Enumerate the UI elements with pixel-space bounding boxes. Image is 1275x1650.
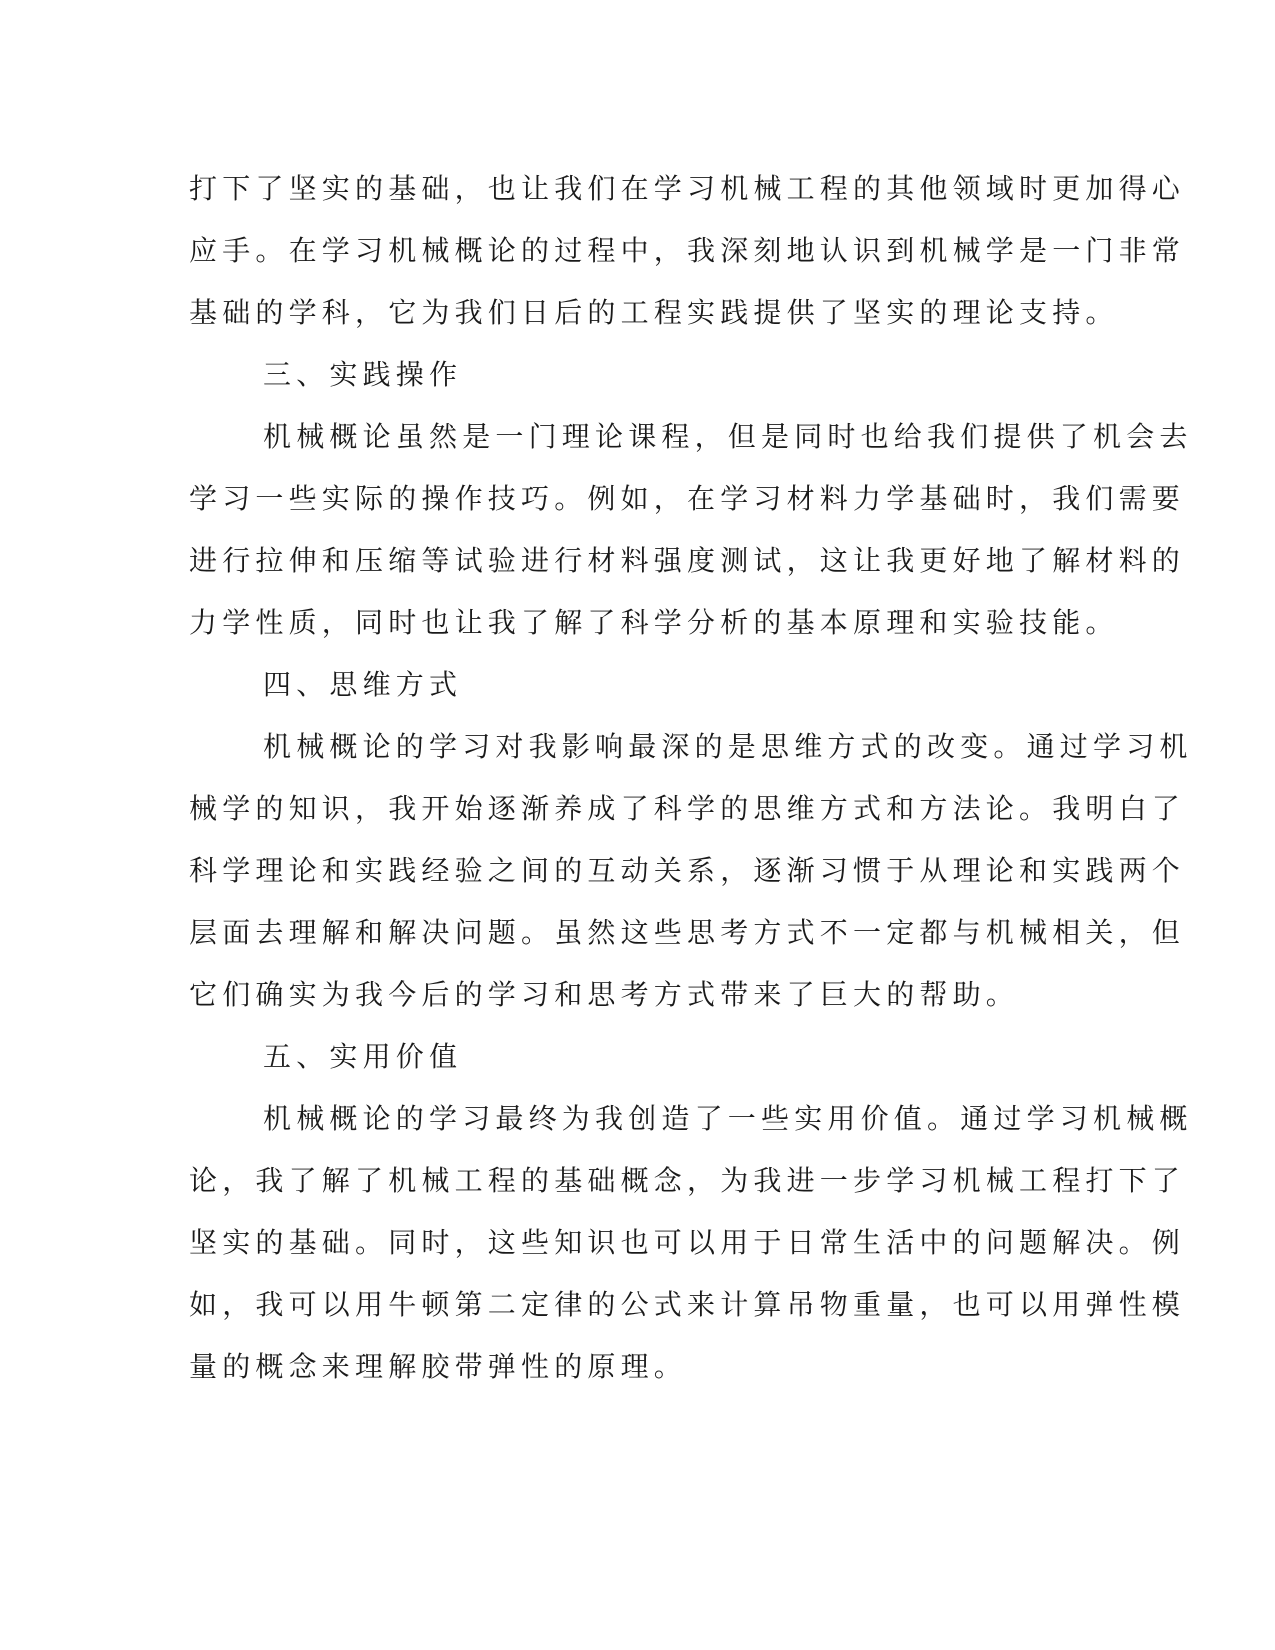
text-line: 打下了坚实的基础，也让我们在学习机械工程的其他领域时更加得心 [189,172,1186,205]
text-line: 如，我可以用牛顿第二定律的公式来计算吊物重量，也可以用弹性模 [189,1288,1186,1321]
document-body [189,158,1193,1398]
text-line: 进行拉伸和压缩等试验进行材料强度测试，这让我更好地了解材料的 [189,544,1186,577]
text-line: 力学性质，同时也让我了解了科学分析的基本原理和实验技能。 [189,606,1119,639]
text-line: 基础的学科，它为我们日后的工程实践提供了坚实的理论支持。 [189,296,1119,329]
section-heading-value: 五、实用价值 [263,1040,463,1073]
text-line: 坚实的基础。同时，这些知识也可以用于日常生活中的问题解决。例 [189,1226,1186,1259]
text-line: 机械概论的学习最终为我创造了一些实用价值。通过学习机械概 [263,1102,1193,1135]
text-line: 它们确实为我今后的学习和思考方式带来了巨大的帮助。 [189,978,1020,1011]
text-line: 层面去理解和解决问题。虽然这些思考方式不一定都与机械相关，但 [189,916,1186,949]
text-line: 科学理论和实践经验之间的互动关系，逐渐习惯于从理论和实践两个 [189,854,1186,887]
text-line: 应手。在学习机械概论的过程中，我深刻地认识到机械学是一门非常 [189,234,1186,267]
text-line: 机械概论的学习对我影响最深的是思维方式的改变。通过学习机 [263,730,1193,763]
text-line: 学习一些实际的操作技巧。例如，在学习材料力学基础时，我们需要 [189,482,1186,515]
text-line: 械学的知识，我开始逐渐养成了科学的思维方式和方法论。我明白了 [189,792,1186,825]
text-line: 论，我了解了机械工程的基础概念，为我进一步学习机械工程打下了 [189,1164,1186,1197]
text-line: 量的概念来理解胶带弹性的原理。 [189,1350,688,1383]
text-line: 机械概论虽然是一门理论课程，但是同时也给我们提供了机会去 [263,420,1193,453]
section-heading-thinking: 四、思维方式 [263,668,463,701]
section-heading-practice: 三、实践操作 [263,358,463,391]
